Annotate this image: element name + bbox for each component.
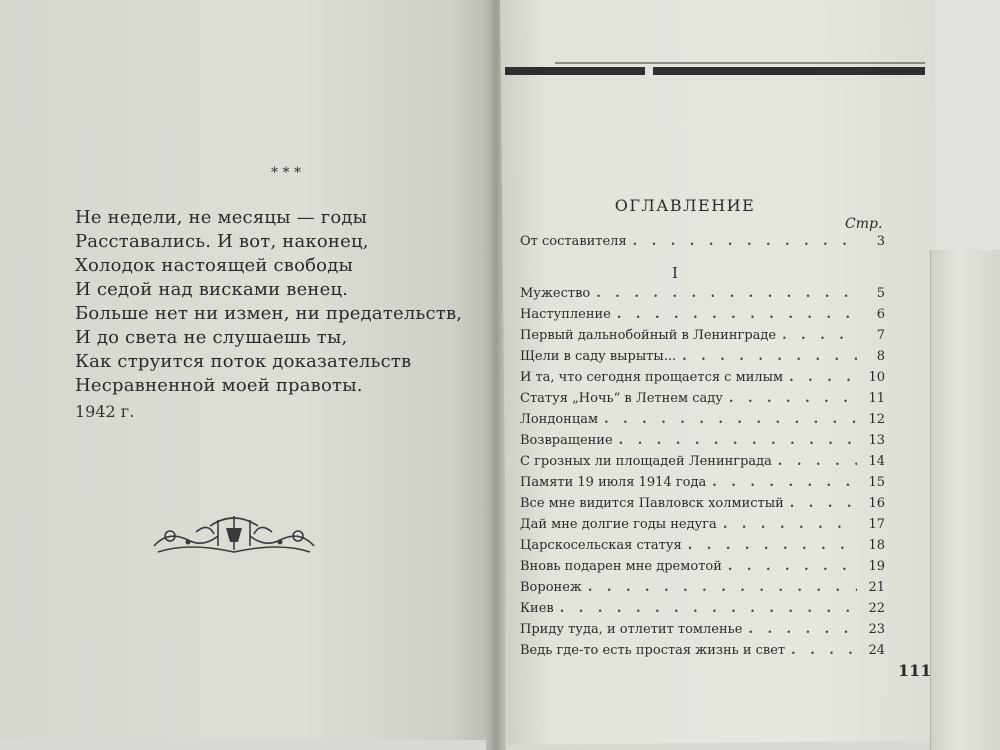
toc-entry-title: Памяти 19 июля 1914 года [520, 475, 707, 490]
toc-entry-title: Мужество [520, 286, 591, 301]
toc-entry-page: 8 [876, 349, 885, 364]
asterism-ornament [266, 165, 306, 194]
poem-line: Как струится поток доказательств [75, 351, 412, 372]
leader-dots [604, 412, 857, 427]
leader-dots [712, 475, 857, 490]
leader-dots [688, 538, 857, 553]
leader-dots [723, 517, 857, 532]
poem-line: Холодок настоящей свободы [75, 255, 354, 276]
toc-entry-page: 12 [868, 412, 885, 427]
toc-entry-title: Возвращение [520, 433, 613, 448]
toc-entry-intro [520, 234, 885, 254]
toc-entry-page: 19 [868, 559, 885, 574]
leader-dots [789, 370, 857, 385]
asterism-text: * * * [271, 165, 301, 181]
toc-entry [520, 559, 885, 579]
leader-dots [560, 601, 857, 616]
toc-entry [520, 538, 885, 558]
toc-entry-title: Статуя „Ночь“ в Летнем саду [520, 391, 723, 406]
toc-entry-title: От составителя [520, 234, 627, 249]
toc-entry [520, 370, 885, 390]
leader-dots [682, 349, 857, 364]
poem-line: Несравненной моей правоты. [75, 375, 363, 396]
leader-dots [729, 391, 857, 406]
toc-entry-page: 16 [868, 496, 885, 511]
toc-entry-title: Приду туда, и отлетит томленье [520, 622, 743, 637]
toc-entry-page: 10 [868, 370, 885, 385]
toc-entry-title: С грозных ли площадей Ленинграда [520, 454, 772, 469]
toc-entry-title: Все мне видится Павловск холмистый [520, 496, 784, 511]
poem-line: И седой над висками венец. [75, 279, 349, 300]
leader-dots [728, 559, 857, 574]
poem-line: Расставались. И вот, наконец, [75, 231, 369, 252]
toc-entry-page: 18 [868, 538, 885, 553]
toc-entry-title: Дай мне долгие годы недуга [520, 517, 717, 532]
poem-line: И до света не слушаешь ты, [75, 327, 348, 348]
poem-year: 1942 г. [75, 402, 135, 421]
leader-dots [619, 433, 857, 448]
leader-dots [633, 234, 857, 249]
toc-title: ОГЛАВЛЕНИЕ [614, 196, 756, 215]
background-edge [935, 0, 1000, 250]
toc-entry [520, 475, 885, 495]
page-column-header: Стр. [845, 216, 883, 232]
toc-entry-page: 23 [868, 622, 885, 637]
leader-dots [748, 622, 857, 637]
toc-entry-page: 15 [868, 475, 885, 490]
toc-entry [520, 454, 885, 474]
toc-entry-title: Щели в саду вырыты... [520, 349, 677, 364]
leader-dots [791, 643, 857, 658]
header-rule [505, 60, 925, 78]
toc-entry [520, 349, 885, 369]
section-numeral: I [672, 264, 678, 282]
toc-entry-page: 13 [868, 433, 885, 448]
leader-dots [588, 580, 857, 595]
toc-entry [520, 286, 885, 306]
leader-dots [782, 328, 857, 343]
toc-entry-page: 6 [876, 307, 885, 322]
toc-entry [520, 307, 885, 327]
toc-entry-title: Наступление [520, 307, 611, 322]
toc-entry-page: 17 [868, 517, 885, 532]
toc-entry-title: И та, что сегодня прощается с милым [520, 370, 784, 385]
toc-entry-page: 14 [868, 454, 885, 469]
leader-dots [617, 307, 857, 322]
next-page-edge [930, 250, 1000, 750]
toc-entry [520, 496, 885, 516]
toc-entry-page: 5 [876, 286, 885, 301]
toc-entry-title: Царскосельская статуя [520, 538, 682, 553]
toc-entry-page: 22 [868, 601, 885, 616]
toc-entry [520, 580, 885, 600]
toc-entry-title: Киев [520, 601, 554, 616]
toc-entry [520, 412, 885, 432]
decorative-vignette [148, 512, 320, 558]
toc-entry-title: Ведь где-то есть простая жизнь и свет [520, 643, 786, 658]
toc-entry-page: 21 [868, 580, 885, 595]
toc-entry [520, 433, 885, 453]
toc-entry [520, 328, 885, 348]
poem [75, 206, 495, 398]
leader-dots [790, 496, 857, 511]
toc-entry-page: 3 [876, 234, 885, 249]
toc-entry [520, 601, 885, 621]
toc-entry-page: 11 [868, 391, 885, 406]
toc-entry [520, 391, 885, 411]
leader-dots [596, 286, 857, 301]
leader-dots [778, 454, 857, 469]
page-number: 111 [898, 661, 932, 680]
toc-entry-title: Первый дальнобойный в Ленинграде [520, 328, 777, 343]
toc-entry-page: 24 [868, 643, 885, 658]
toc-entry-title: Лондонцам [520, 412, 599, 427]
toc-entry [520, 643, 885, 663]
poem-line: Больше нет ни измен, ни предательств, [75, 303, 463, 324]
toc-entry-title: Вновь подарен мне дремотой [520, 559, 722, 574]
toc-entry [520, 517, 885, 537]
toc-entry [520, 622, 885, 642]
toc-entry-page: 7 [876, 328, 885, 343]
poem-line: Не недели, не месяцы — годы [75, 207, 368, 228]
toc-entry-title: Воронеж [520, 580, 582, 595]
